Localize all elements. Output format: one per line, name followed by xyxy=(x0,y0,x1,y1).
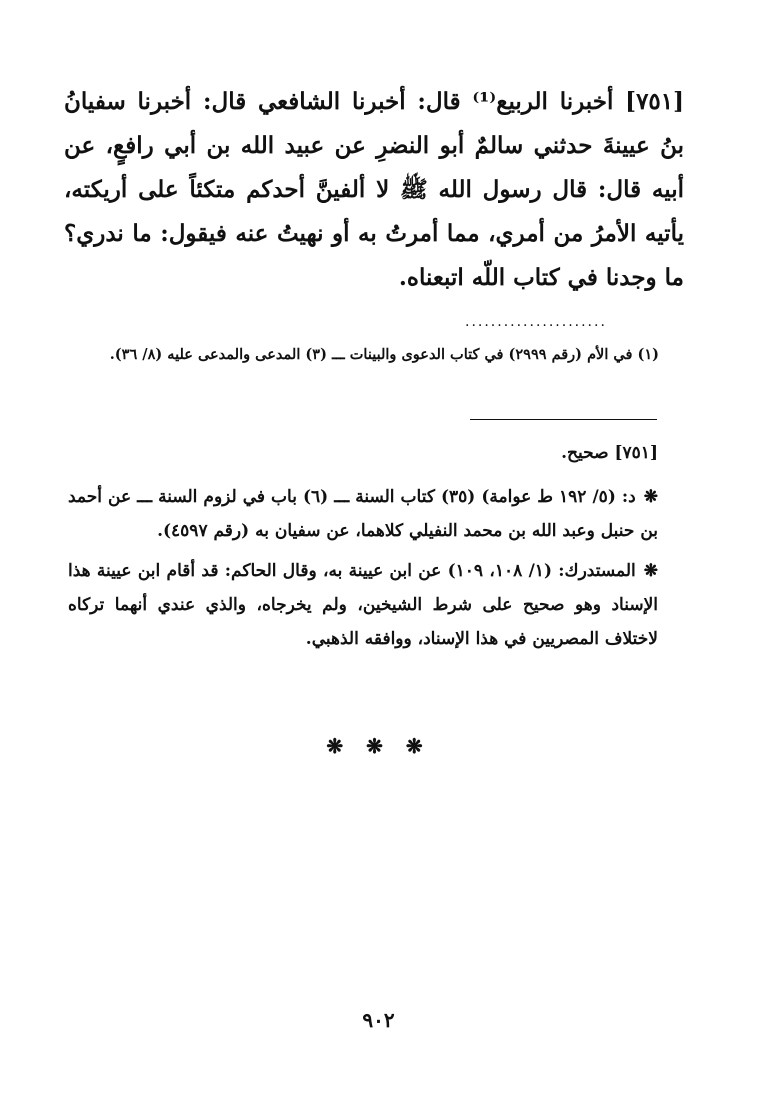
takhrij-entry-text: المستدرك: (١/ ١٠٨، ١٠٩) عن ابن عيينة به، وقال الحاكم: قد أقام ابن عيينة هذا الإسناد وهو صحيح على شرط الشيخين، ولم يخرجاه، والذي عندي أنهما تركاه لاختلاف المصريين في هذا الإسناد، ووافقه الذهبي. xyxy=(68,561,658,649)
takhrij-entry-text: د: (٥/ ١٩٢ ط عوامة) (٣٥) كتاب السنة ـــ (٦) باب في لزوم السنة ـــ عن أحمد بن حنبل وعبد الله بن محمد النفيلي كلاهما، عن سفيان به (رقم ٤٥٩٧). xyxy=(68,487,658,541)
bullet-star-icon: ❋ xyxy=(643,561,658,581)
takhrij-entry-abu-dawud xyxy=(68,480,658,548)
takhrij-entry-mustadrak xyxy=(68,554,658,656)
takhrij-block xyxy=(68,436,658,662)
footnote: (١) في الأم (رقم ٢٩٩٩) في كتاب الدعوى والبينات ـــ (٣) المدعى والمدعى عليه (٨/ ٣٦). xyxy=(109,346,659,363)
footnote-separator-dots: ...................... xyxy=(465,314,607,330)
hadith-number: [٧٥١] xyxy=(625,88,685,115)
hadith-paragraph xyxy=(64,80,684,300)
section-end-stars: ❋ ❋ ❋ xyxy=(326,734,431,758)
bullet-star-icon: ❋ xyxy=(643,487,658,507)
hadith-block xyxy=(64,80,684,300)
page-number: ٩٠٢ xyxy=(362,1008,395,1032)
hadith-grading: [٧٥١] صحيح. xyxy=(561,443,658,463)
section-divider-line xyxy=(470,419,657,420)
hadith-text: أخبرنا الربيع⁽¹⁾ قال: أخبرنا الشافعي قال: أخبرنا سفيانُ بنُ عيينةَ حدثني سالمٌ أبو النضرِ عن عبيد الله بن أبي رافعٍ، عن أبيه قال: قال رسول الله ﷺ لا ألفينَّ أحدكم متكئاً على أريكته، يأتيه الأمرُ من أمري، مما أمرتُ به أو نهيتُ عنه فيقول: ما ندري؟ ما وجدنا في كتاب اللّه اتبعناه. xyxy=(64,88,684,291)
